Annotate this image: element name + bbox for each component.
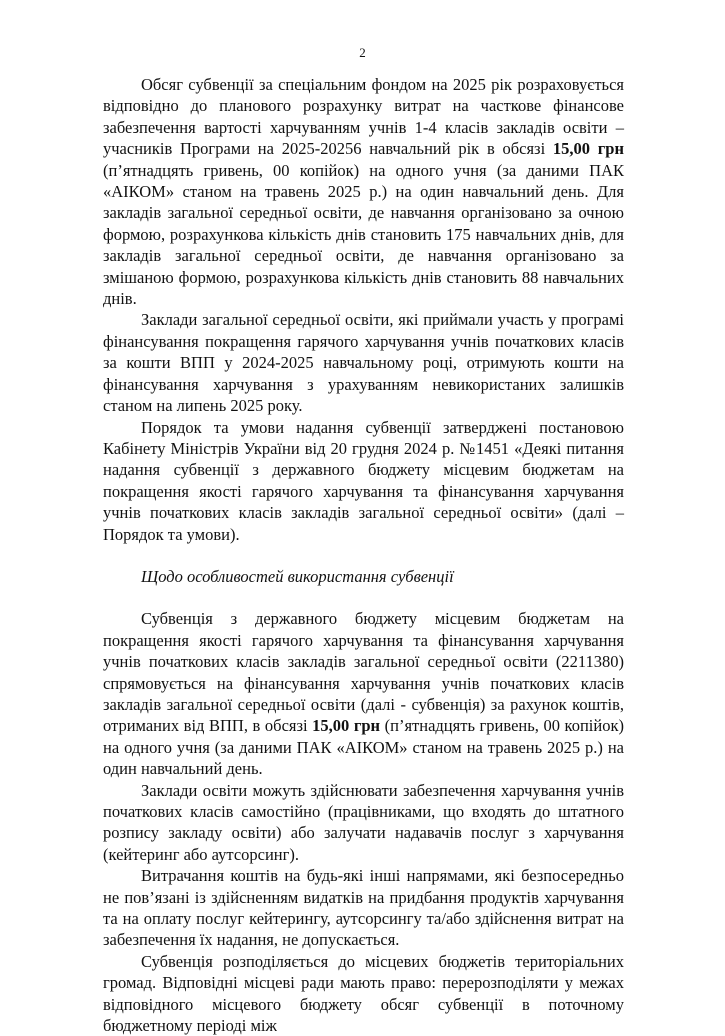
page-number: 2 <box>359 45 366 60</box>
document-body <box>103 74 624 1036</box>
paragraph-subvention-volume <box>103 74 624 309</box>
paragraph-subvention-purpose <box>103 608 624 779</box>
amount-bold: 15,00 грн <box>312 716 381 736</box>
paragraph-distribution: Субвенція розподіляється до місцевих бюджетів територіальних громад. Відповідні місцеві ради мають право: перерозподіляти у межах відповідного місцевого бюджету обсяг субвенції в поточному бюджетному періоді між <box>103 951 624 1036</box>
paragraph-wfp-schools: Заклади загальної середньої освіти, які приймали участь у програмі фінансування покращення гарячого харчування учнів початкових класів за кошти ВПП у 2024-2025 навчальному році, отримують кошти на фінансування харчування з урахуванням невикористаних залишків станом на липень 2025 року. <box>103 310 624 416</box>
paragraph-text: (п’ятнадцять гривень, 00 копійок) на одного учня (за даними ПАК «АІКОМ» станом на травень 2025 р.) на один навчальний день. <box>103 716 624 779</box>
paragraph-text: Субвенція з державного бюджету місцевим бюджетам на покращення якості гарячого харчування та фінансування харчування учнів початкових класів закладів загальної середньої освіти (2211380) спрямовується на фінансування харчування учнів початкових класів закладів загальної середньої освіти (далі - субвенція) за рахунок коштів, отриманих від ВПП, в обсязі <box>103 609 624 736</box>
amount-bold: 15,00 грн <box>552 139 624 159</box>
paragraph-text: Обсяг субвенції за спеціальним фондом на 2025 рік розраховується відповідно до планового розрахунку витрат на часткове фінансове забезпечення вартості харчуванням учнів 1-4 класів закладів освіти – учасників Програми на 2025-20256 навчальний рік в обсязі <box>103 75 624 159</box>
section-heading: Щодо особливостей використання субвенції <box>141 566 454 586</box>
paragraph-procedure: Порядок та умови надання субвенції затверджені постановою Кабінету Міністрів України від 20 грудня 2024 р. №1451 «Деякі питання надання субвенції з державного бюджету місцевим бюджетам на покращення якості гарячого харчування та фінансування харчування учнів початкових класів закладів загальної середньої освіти» (далі – Порядок та умови). <box>103 417 624 544</box>
paragraph-spending-restriction: Витрачання коштів на будь-які інші напрямами, які безпосередньо не пов’язані із здійсненням видатків на придбання продуктів харчування та на оплату послуг кейтерингу, аутсорсингу та/або здійснення витрат на забезпечення їх надання, не допускається. <box>103 866 624 950</box>
paragraph-text: (п’ятнадцять гривень, 00 копійок) на одного учня (за даними ПАК «АІКОМ» станом на травень 2025 р.) на один навчальний день. Для закладів загальної середньої освіти, де навчання організовано за очною формою, розрахункова кількість днів становить 175 навчальних днів, для закладів загальної середньої освіти, де навчання організовано за змішаною формою, розрахункова кількість днів становить 88 навчальних днів. <box>103 160 624 309</box>
paragraph-catering: Заклади освіти можуть здійснювати забезпечення харчування учнів початкових класів самостійно (працівниками, що входять до штатного розпису закладу освіти) або залучати надавачів послуг з харчування (кейтеринг або аутсорсинг). <box>103 780 624 864</box>
